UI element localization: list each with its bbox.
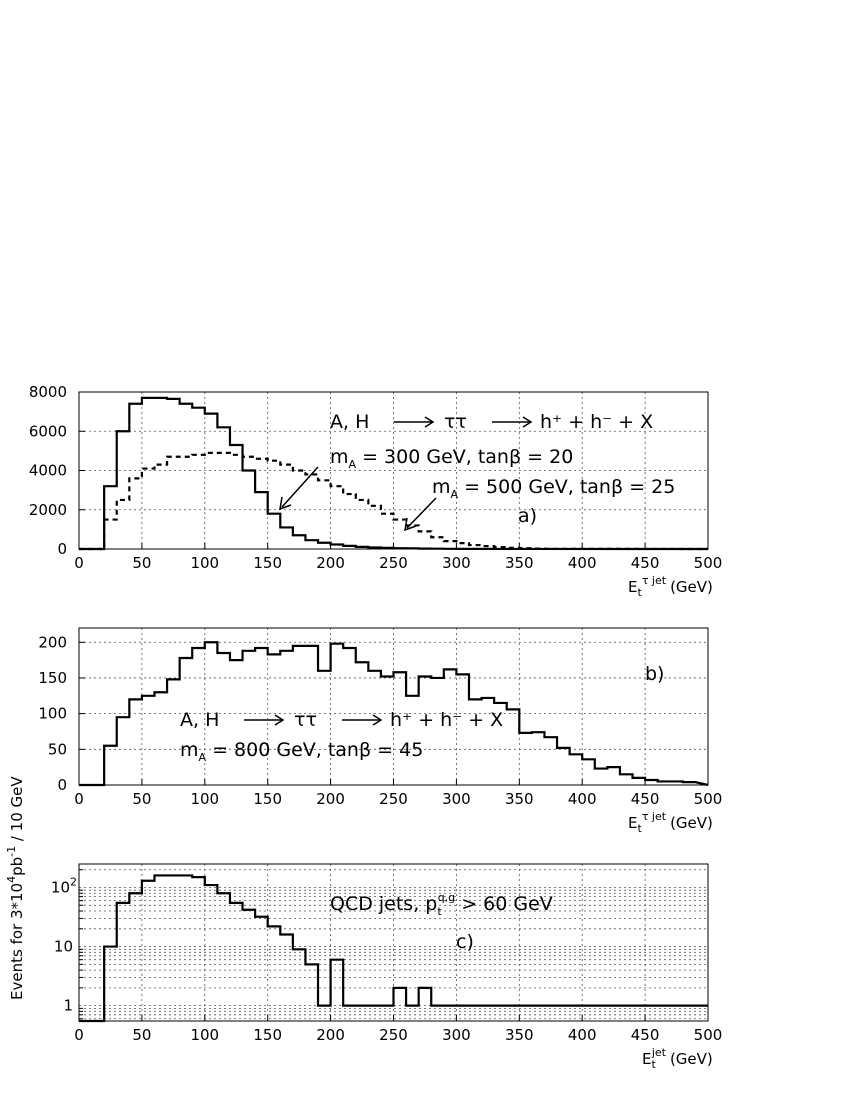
x-tick-label: 450 — [630, 790, 660, 808]
y-tick-label: 150 — [38, 668, 67, 687]
y-tick-label: 8000 — [28, 383, 67, 401]
x-tick-label: 200 — [316, 1026, 345, 1044]
label-ma300: $m_A = 300$ GeV, tanβ = 20 — [330, 446, 574, 471]
panel-c — [51, 864, 722, 1071]
y-tick-label: 0 — [57, 540, 67, 558]
x-tick-label: 500 — [693, 1026, 723, 1044]
x-tick-label: 400 — [567, 554, 597, 572]
x-tick-label: 400 — [567, 790, 597, 808]
x-tick-label: 200 — [316, 790, 345, 808]
y-tick-label: $10^2$ — [50, 875, 77, 897]
arrow-ma500 — [407, 498, 436, 528]
x-tick-label: 350 — [504, 790, 534, 808]
xlabel-b: $E_t^{\tau jet}$ (GeV) — [628, 810, 713, 835]
x-tick-label: 500 — [693, 554, 723, 572]
x-tick-label: 250 — [379, 554, 408, 572]
x-tick-label: 250 — [379, 790, 408, 808]
x-tick-label: 150 — [253, 554, 283, 572]
y-tick-label: 100 — [38, 704, 67, 723]
x-tick-label: 0 — [74, 790, 84, 808]
panel-b — [38, 628, 722, 835]
x-tick-label: 100 — [190, 1026, 220, 1044]
process-tautau-a: ττ — [444, 411, 467, 433]
process-text-b: A, H — [180, 709, 220, 731]
x-tick-label: 450 — [630, 1026, 660, 1044]
y-tick-label: 50 — [47, 740, 67, 759]
x-tick-label: 500 — [693, 790, 723, 808]
x-tick-label: 50 — [132, 790, 152, 808]
label-ma500: $m_A = 500$ GeV, tanβ = 25 — [432, 476, 676, 501]
y-axis-label: Events for $3*10^4pb^{-1} / 10$ GeV — [5, 776, 26, 1000]
x-tick-label: 0 — [74, 554, 84, 572]
x-tick-label: 400 — [567, 1026, 597, 1044]
y-tick-label: 6000 — [28, 422, 67, 441]
y-tick-label: 1 — [63, 996, 73, 1015]
y-tick-label: 2000 — [28, 500, 67, 519]
panel-label-b: b) — [645, 663, 665, 685]
x-tick-label: 300 — [442, 1026, 471, 1044]
x-tick-label: 0 — [74, 1026, 84, 1044]
y-tick-label: 10 — [53, 937, 73, 956]
panel-label-a: a) — [518, 505, 538, 527]
label-ma800: $m_A = 800$ GeV, tanβ = 45 — [180, 739, 424, 764]
process-final-b: h⁺ + h⁻ + X — [390, 709, 504, 731]
panel-label-c: c) — [456, 931, 474, 953]
x-tick-label: 50 — [132, 554, 152, 572]
frame-b — [79, 628, 708, 785]
x-tick-label: 250 — [379, 1026, 408, 1044]
process-tautau-b: ττ — [294, 709, 317, 731]
xlabel-c: $E_tjet$ (GeV) — [642, 1046, 713, 1071]
process-final-a: h⁺ + h⁻ + X — [540, 411, 654, 433]
y-tick-label: 4000 — [28, 461, 67, 480]
x-tick-label: 100 — [190, 790, 220, 808]
x-tick-label: 50 — [132, 1026, 152, 1044]
x-tick-label: 100 — [190, 554, 220, 572]
x-tick-label: 150 — [253, 1026, 283, 1044]
x-tick-label: 350 — [504, 554, 534, 572]
y-tick-label: 200 — [38, 633, 67, 652]
x-tick-label: 300 — [442, 554, 471, 572]
grid-b — [79, 628, 708, 785]
y-tick-label: 0 — [57, 776, 67, 794]
x-tick-label: 150 — [253, 790, 283, 808]
label-qcd: QCD jets, $p_tq,g > 60$ GeV — [330, 891, 553, 918]
x-tick-label: 200 — [316, 554, 345, 572]
arrow-ma300 — [282, 467, 318, 507]
process-text-a: A, H — [330, 411, 370, 433]
x-tick-label: 300 — [442, 790, 471, 808]
x-tick-label: 450 — [630, 554, 660, 572]
xlabel-a: $E_t^{\tau jet}$ (GeV) — [628, 574, 713, 599]
panel-a — [29, 383, 723, 599]
x-tick-label: 350 — [504, 1026, 534, 1044]
